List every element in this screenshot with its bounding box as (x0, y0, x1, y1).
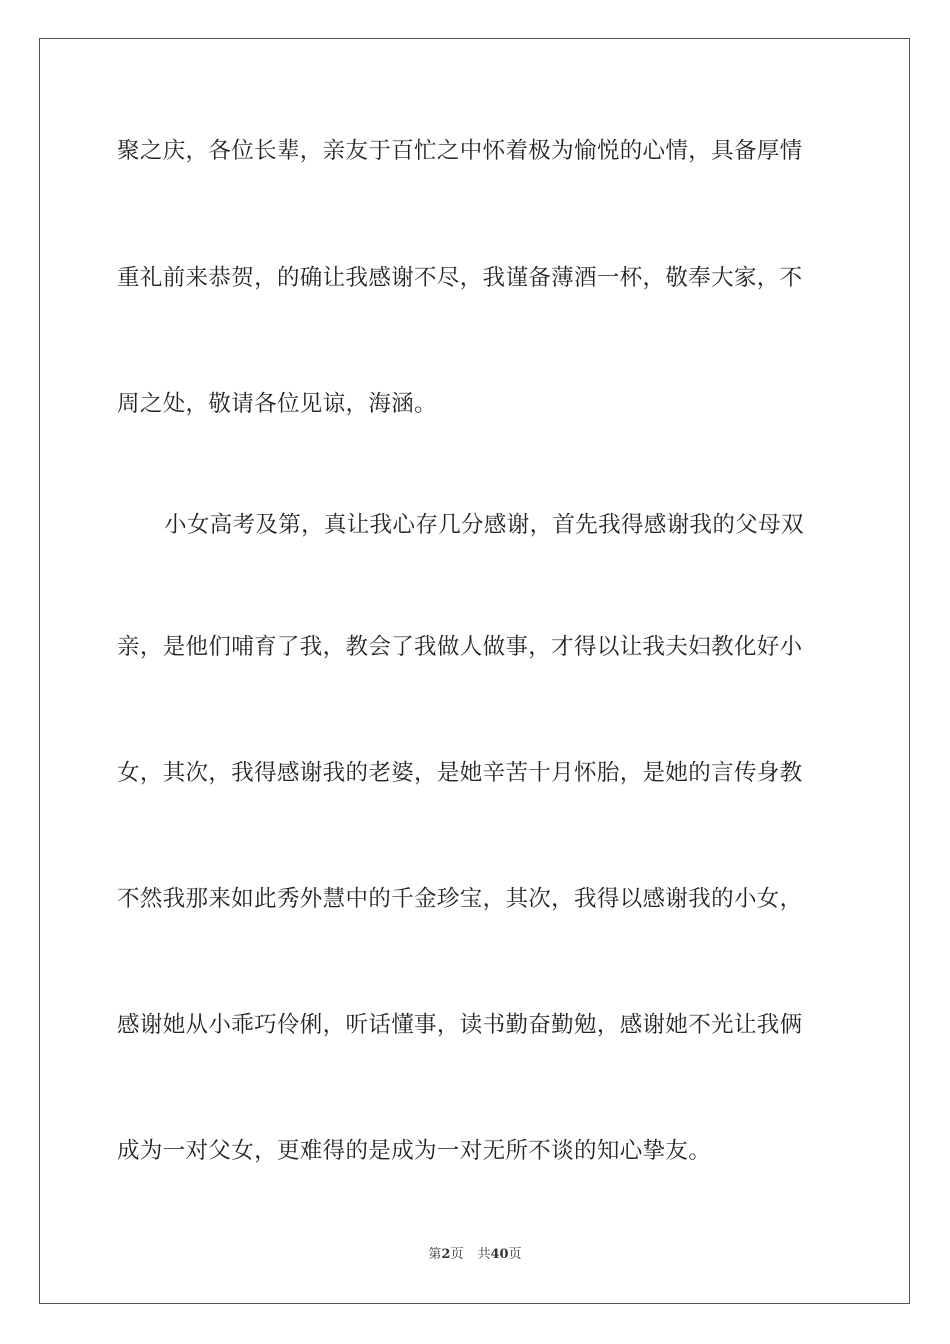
page-indicator: 第2页 (428, 1247, 464, 1262)
paragraph-line: 感谢她从小乖巧伶俐，听话懂事，读书勤奋勤勉，感谢她不光让我俩 (117, 1012, 803, 1038)
paragraph-first-line: 小女高考及第，真让我心存几分感谢，首先我得感谢我的父母双 (164, 512, 804, 538)
paragraph-line: 重礼前来恭贺，的确让我感谢不尽，我谨备薄酒一杯，敬奉大家，不 (117, 265, 803, 291)
paragraph-line: 聚之庆，各位长辈，亲友于百忙之中怀着极为愉悦的心情，具备厚情 (117, 138, 803, 164)
paragraph-line: 亲，是他们哺育了我，教会了我做人做事，才得以让我夫妇教化好小 (117, 634, 803, 660)
paragraph-line: 周之处，敬请各位见谅，海涵。 (117, 391, 437, 417)
paragraph-line: 女，其次，我得感谢我的老婆，是她辛苦十月怀胎，是她的言传身教 (117, 760, 803, 786)
paragraph-line: 不然我那来如此秀外慧中的千金珍宝，其次，我得以感谢我的小女， (117, 886, 803, 912)
paragraph-line: 成为一对父女，更难得的是成为一对无所不谈的知心挚友。 (117, 1138, 712, 1164)
total-pages-indicator: 共40页 (477, 1247, 522, 1262)
page-footer (0, 1246, 950, 1264)
page-border (39, 38, 910, 1304)
